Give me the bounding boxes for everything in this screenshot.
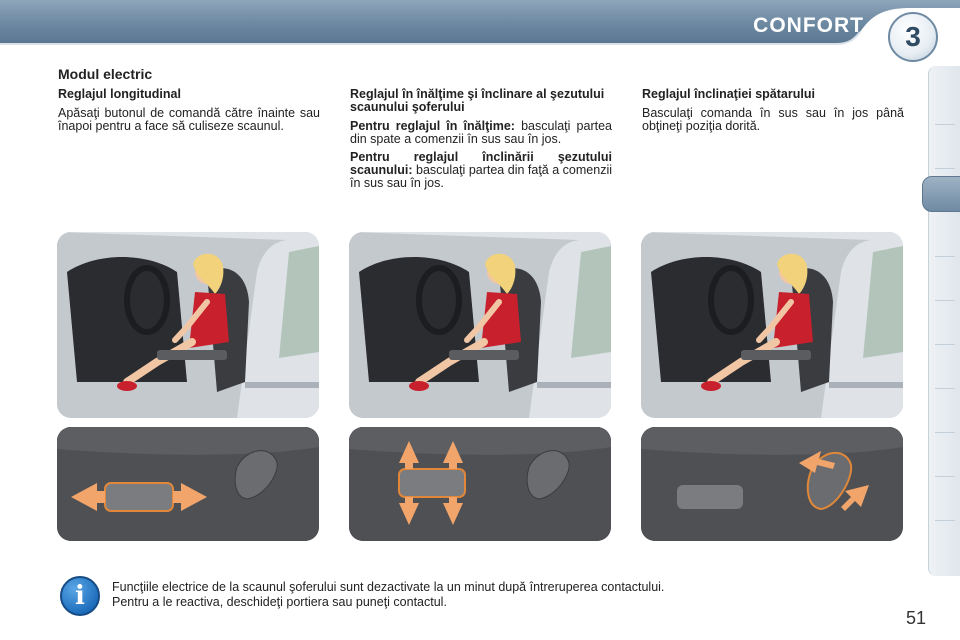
paragraph-text: basculaţi partea din spate a comenzii în sus sau în jos. (350, 119, 612, 146)
seat-illustration-backrest (641, 232, 903, 418)
seat-control-closeup (349, 427, 611, 541)
column-height-tilt (350, 88, 612, 195)
column-heading: Reglajul longitudinal (58, 87, 181, 101)
active-chapter-tab[interactable] (922, 176, 960, 212)
driver-seat-illustration (349, 232, 611, 418)
driver-seat-illustration (57, 232, 319, 418)
tab-divider (935, 168, 955, 169)
paragraph-lead: Pentru reglajul în înălţime: (350, 119, 515, 133)
tab-divider (935, 124, 955, 125)
chapter-number-badge[interactable]: 3 (888, 12, 938, 62)
column-heading: Reglajul înclinaţiei spătarului (642, 87, 815, 101)
column-longitudinal (58, 88, 320, 138)
column-backrest (642, 88, 904, 138)
info-icon: i (60, 576, 100, 616)
control-closeup-longitudinal (57, 427, 319, 541)
seat-illustration-height-tilt (349, 232, 611, 418)
tab-divider (935, 388, 955, 389)
tab-divider (935, 520, 955, 521)
tab-divider (935, 476, 955, 477)
paragraph-lead: Pentru reglajul înclinării şezutului scaunului: (350, 150, 612, 177)
column-paragraph (58, 107, 320, 133)
chapter-header (0, 0, 960, 52)
page-number: 51 (906, 608, 927, 628)
column-paragraph (642, 107, 904, 133)
paragraph-text: Basculaţi comanda în sus sau în jos până obţineţi poziţia dorită. (642, 106, 904, 133)
tab-divider (935, 256, 955, 257)
control-closeup-height-tilt (349, 427, 611, 541)
tab-divider (935, 300, 955, 301)
info-line: Pentru a le reactiva, deschideţi portiera sau puneţi contactul. (112, 595, 447, 609)
column-paragraph (350, 151, 612, 190)
section-title: Modul electric (58, 66, 153, 82)
driver-seat-illustration (641, 232, 903, 418)
info-line: Funcţiile electrice de la scaunul şoferului sunt dezactivate la un minut după întreruperea contactului. (112, 580, 665, 594)
seat-control-closeup (57, 427, 319, 541)
chapter-tab-strip (928, 66, 960, 576)
seat-illustration-longitudinal (57, 232, 319, 418)
chapter-title: CONFORT (753, 14, 864, 37)
tab-divider (935, 432, 955, 433)
control-closeup-backrest (641, 427, 903, 541)
column-paragraph (350, 120, 612, 146)
paragraph-text: basculaţi partea din faţă a comenzii în sus sau în jos. (350, 163, 612, 190)
column-heading: Reglajul în înălţime şi înclinare al şezutului scaunului şoferului (350, 87, 605, 114)
paragraph-text: Apăsaţi butonul de comandă către înainte sau înapoi pentru a face să culiseze scaunul. (58, 106, 320, 133)
tab-divider (935, 344, 955, 345)
info-note (112, 580, 872, 610)
seat-control-closeup (641, 427, 903, 541)
